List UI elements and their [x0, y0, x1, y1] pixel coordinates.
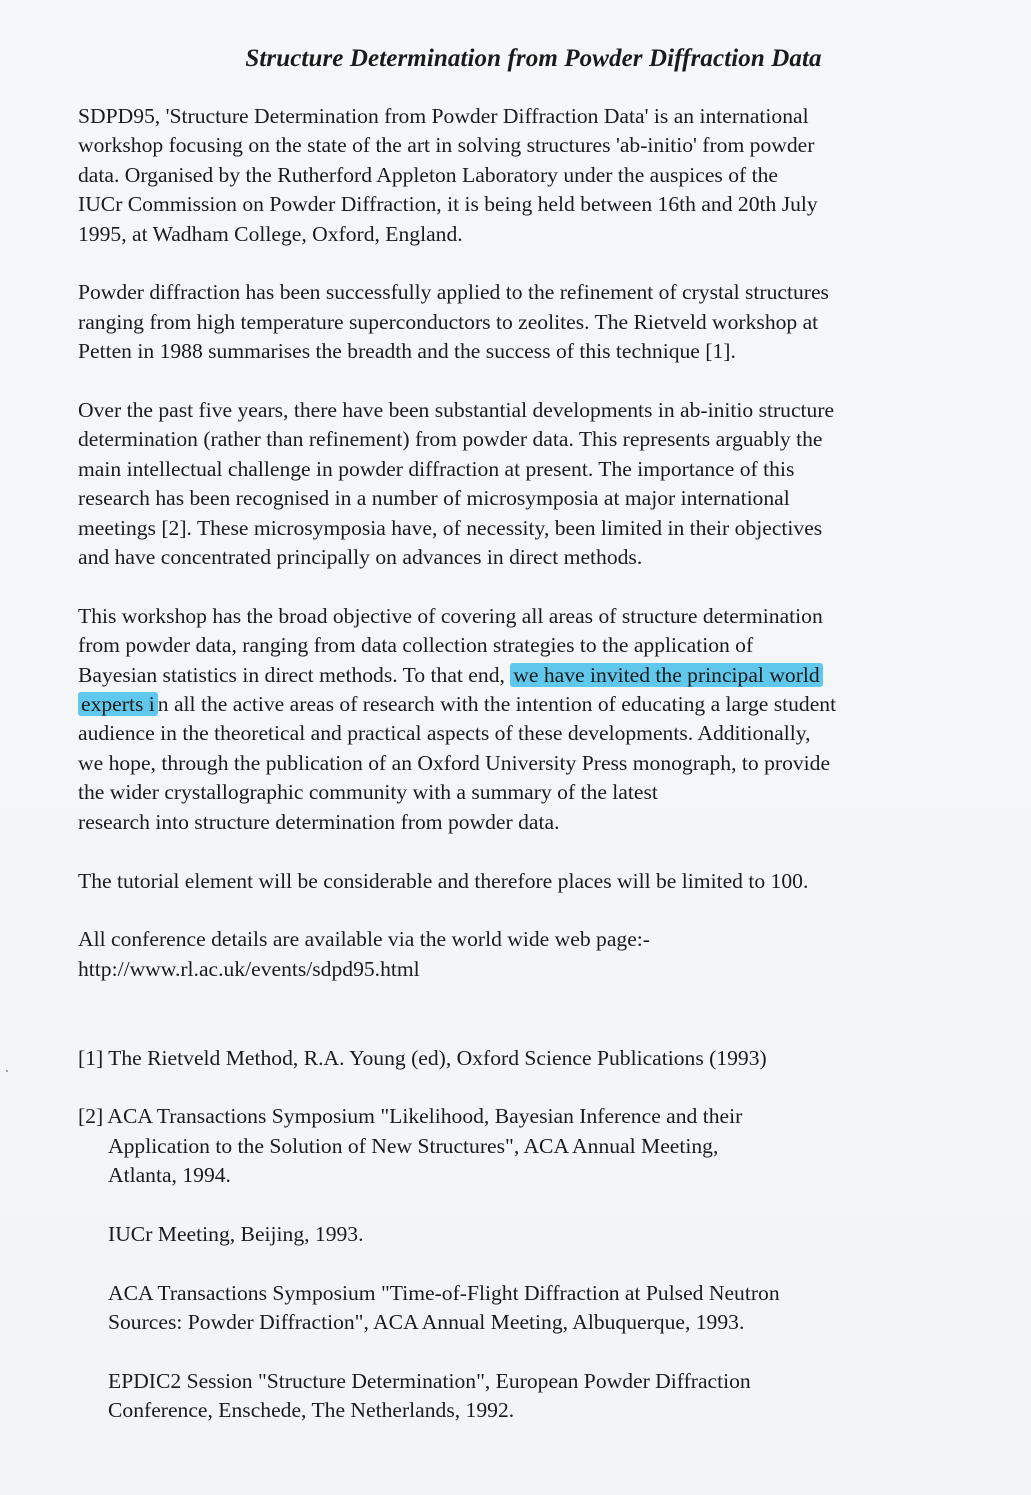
text-line: and have concentrated principally on advances in direct methods.	[78, 545, 643, 570]
text-line: we hope, through the publication of an Oxford University Press monograph, to provide	[78, 750, 831, 775]
text-line: [2] ACA Transactions Symposium "Likelihood, Bayesian Inference and their	[78, 1104, 743, 1129]
text-line: Over the past five years, there have been substantial developments in ab-initio structure	[78, 398, 835, 423]
text-line: SDPD95, 'Structure Determination from Powder Diffraction Data' is an international	[78, 104, 809, 128]
text-line: Powder diffraction has been successfully applied to the refinement of crystal structures	[78, 280, 829, 305]
text-line: [1] The Rietveld Method, R.A. Young (ed), Oxford Science Publications (1993)	[78, 1045, 767, 1070]
text-line: research into structure determination from powder data.	[78, 809, 560, 834]
text-line: workshop focusing on the state of the art in solving structures 'ab-initio' from powder	[78, 133, 815, 158]
text-line: from powder data, ranging from data collection strategies to the application of	[78, 633, 754, 658]
text-line: Petten in 1988 summarises the breadth and the success of this technique [1].	[78, 339, 736, 364]
reference-1	[78, 1044, 968, 1073]
text-line: meetings [2]. These microsymposia have, of necessity, been limited in their objectives	[78, 515, 823, 540]
text-line: main intellectual challenge in powder diffraction at present. The importance of this	[78, 456, 795, 481]
paragraph-background	[78, 278, 968, 366]
paragraph-developments	[78, 396, 968, 572]
text-line	[78, 661, 968, 690]
text-line: 1995, at Wadham College, Oxford, England.	[78, 221, 463, 246]
paragraph-objective	[78, 602, 968, 837]
text-segment: Bayesian statistics in direct methods. To that end,	[78, 662, 511, 687]
text-line: research has been recognised in a number of microsymposia at major international	[78, 486, 790, 511]
text-line: IUCr Meeting, Beijing, 1993.	[108, 1221, 364, 1246]
text-line: determination (rather than refinement) from powder data. This represents arguably the	[78, 427, 823, 452]
text-line: IUCr Commission on Powder Diffraction, it is being held between 16th and 20th July	[78, 192, 818, 217]
text-segment: n all the active areas of research with the intention of educating a large student	[157, 692, 837, 717]
reference-2-sub-epdic2	[108, 1367, 968, 1426]
text-line: ACA Transactions Symposium "Time-of-Flight Diffraction at Pulsed Neutron	[108, 1280, 780, 1305]
paragraph-tutorial	[78, 867, 968, 896]
paragraph-intro	[78, 102, 968, 249]
text-line: data. Organised by the Rutherford Appleton Laboratory under the auspices of the	[78, 162, 778, 187]
text-line: This workshop has the broad objective of covering all areas of structure determination	[78, 603, 823, 628]
scan-speck	[6, 1070, 8, 1072]
paragraph-web-details	[78, 925, 968, 984]
web-url: http://www.rl.ac.uk/events/sdpd95.html	[78, 956, 420, 981]
reference-2	[78, 1102, 968, 1190]
text-line	[78, 690, 968, 719]
reference-2-sub-iucr	[108, 1220, 968, 1249]
highlighted-text: experts i	[78, 692, 158, 716]
text-line: the wider crystallographic community with a summary of the latest	[78, 780, 658, 805]
page-title: Structure Determination from Powder Diffraction Data	[245, 45, 822, 72]
text-line: audience in the theoretical and practical aspects of these developments. Additionally,	[78, 721, 811, 746]
text-line: Conference, Enschede, The Netherlands, 1992.	[108, 1398, 515, 1423]
text-line: ranging from high temperature superconductors to zeolites. The Rietveld workshop at	[78, 309, 819, 334]
text-line: EPDIC2 Session "Structure Determination", European Powder Diffraction	[108, 1368, 751, 1393]
text-line: The tutorial element will be considerable and therefore places will be limited to 100.	[78, 868, 809, 893]
spacer	[78, 1014, 961, 1044]
highlighted-text: we have invited the principal world	[510, 663, 822, 687]
text-line: Application to the Solution of New Structures", ACA Annual Meeting,	[108, 1133, 719, 1158]
text-line: All conference details are available via the world wide web page:-	[78, 927, 650, 952]
reference-2-sub-aca-tof	[108, 1279, 968, 1338]
text-line: Atlanta, 1994.	[108, 1163, 231, 1188]
text-line: Sources: Powder Diffraction", ACA Annual Meeting, Albuquerque, 1993.	[108, 1310, 745, 1335]
